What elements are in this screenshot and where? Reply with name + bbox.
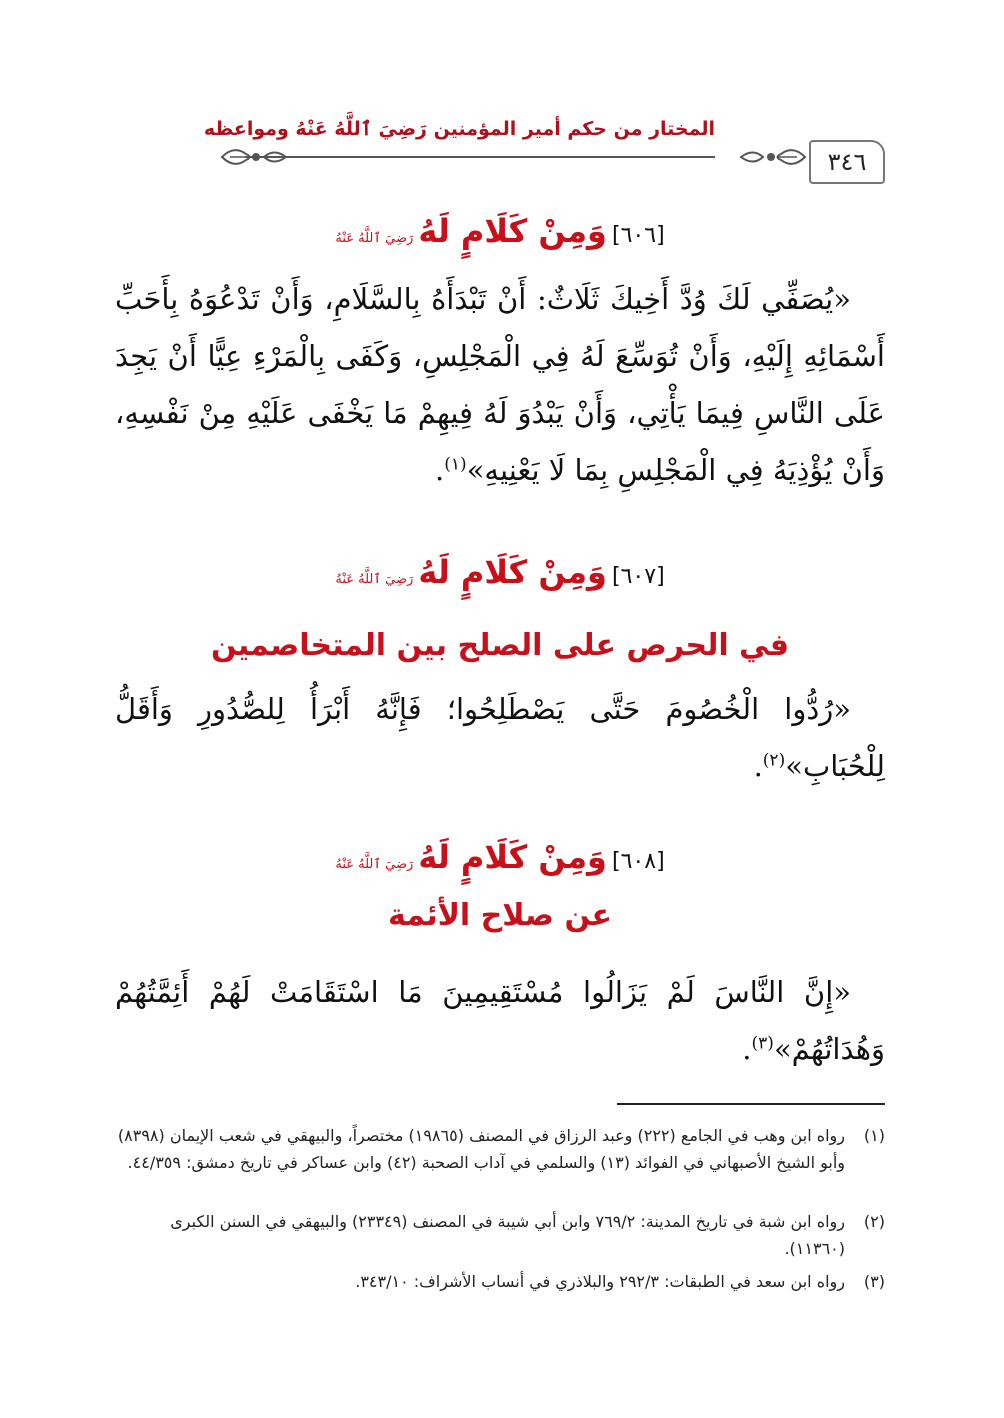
section-subheading-608: عن صلاح الأئمة xyxy=(388,898,612,933)
footnote-ref: (١) xyxy=(444,454,467,475)
footnote-number: (١) xyxy=(863,1126,885,1145)
header-title: المختار من حكم أمير المؤمنين رَضِيَ ٱللَّهُ عَنْهُ ومواعظه xyxy=(203,118,715,140)
footnote-text: رواه ابن وهب في الجامع (٢٢٢) وعبد الرزاق في المصنف (١٩٨٦٥) مختصراً، والبيهقي في شعب الإيمان (٨٣٩٨) وأبو الشيخ الأصبهاني في الفوائد (١٣) والسلمي في آداب الصحبة (٤٢) وابن عساكر في تاريخ دمشق: ٤٤/٣٥٩. xyxy=(117,1126,845,1172)
section-number: [٦٠٦] xyxy=(612,223,665,248)
section-title: وَمِنْ كَلَامٍ لَهُ xyxy=(418,553,607,591)
section-heading-607 xyxy=(115,553,885,591)
section-title: وَمِنْ كَلَامٍ لَهُ xyxy=(418,212,607,250)
footnote-text: رواه ابن سعد في الطبقات: ٢٩٢/٣ والبلاذري في أنساب الأشراف: ٣٤٣/١٠. xyxy=(355,1272,845,1291)
section-number: [٦٠٧] xyxy=(612,564,665,589)
footnote-text: رواه ابن شبة في تاريخ المدينة: ٧٦٩/٢ وابن أبي شيبة في المصنف (٢٣٣٤٩) والبيهقي في السنن الكبرى (١١٣٦٠). xyxy=(170,1212,845,1258)
footnote-ref: (٣) xyxy=(751,1033,774,1054)
footnote-3 xyxy=(115,1268,885,1295)
ornament-icon-right xyxy=(737,142,807,172)
footnote-number: (٢) xyxy=(863,1212,885,1231)
footnote-separator xyxy=(617,1103,885,1105)
honorific: رَضِيَ ٱللَّهُ عَنْهُ xyxy=(335,231,414,246)
running-header xyxy=(115,118,885,188)
footnote-number: (٣) xyxy=(863,1272,885,1291)
quote-paragraph-607 xyxy=(115,681,885,795)
quote-end: . xyxy=(742,1032,752,1066)
section-heading-608 xyxy=(115,838,885,876)
page-number: ٣٤٦ xyxy=(809,140,885,184)
quote-end: . xyxy=(753,749,763,783)
honorific: رَضِيَ ٱللَّهُ عَنْهُ xyxy=(335,857,414,872)
quote-end: . xyxy=(435,453,445,487)
quote-paragraph-608 xyxy=(115,964,885,1078)
quote-text: «إِنَّ النَّاسَ لَمْ يَزَالُوا مُسْتَقِيمِينَ مَا اسْتَقَامَتْ لَهُمْ أَئِمَّتُهُمْ وَهُدَاتُهُمْ» xyxy=(115,975,885,1066)
footnote-1 xyxy=(115,1122,885,1176)
header-rule xyxy=(245,156,715,158)
quote-text: «يُصَفِّي لَكَ وُدَّ أَخِيكَ ثَلَاثٌ: أَنْ تَبْدَأَهُ بِالسَّلَامِ، وَأَنْ تَدْعُوَهُ بِأَحَبِّ أَسْمَائِهِ إِلَيْهِ، وَأَنْ تُوَسِّعَ لَهُ فِي الْمَجْلِسِ، وَكَفَى بِالْمَرْءِ عِيًّا أَنْ يَجِدَ عَلَى النَّاسِ فِيمَا يَأْتِي، وَأَنْ يَبْدُوَ لَهُ فِيهِمْ مَا يَخْفَى عَلَيْهِ مِنْ نَفْسِهِ، وَأَنْ يُؤْذِيَهُ فِي الْمَجْلِسِ بِمَا لَا يَعْنِيهِ» xyxy=(115,282,885,487)
section-heading-606 xyxy=(115,212,885,250)
footnote-ref: (٢) xyxy=(762,750,786,771)
honorific: رَضِيَ ٱللَّهُ عَنْهُ xyxy=(335,572,414,587)
section-number: [٦٠٨] xyxy=(612,849,665,874)
quote-text: «رُدُّوا الْخُصُومَ حَتَّى يَصْطَلِحُوا؛ فَإِنَّهُ أَبْرَأُ لِلصُّدُورِ وَأَقَلُّ لِلْحُبَابِ» xyxy=(115,692,885,783)
ornament-icon-left xyxy=(220,142,290,172)
quote-paragraph-606 xyxy=(115,271,885,499)
section-title: وَمِنْ كَلَامٍ لَهُ xyxy=(418,838,607,876)
footnote-2 xyxy=(115,1208,885,1262)
section-subheading-607: في الحرص على الصلح بين المتخاصمين xyxy=(210,628,790,663)
